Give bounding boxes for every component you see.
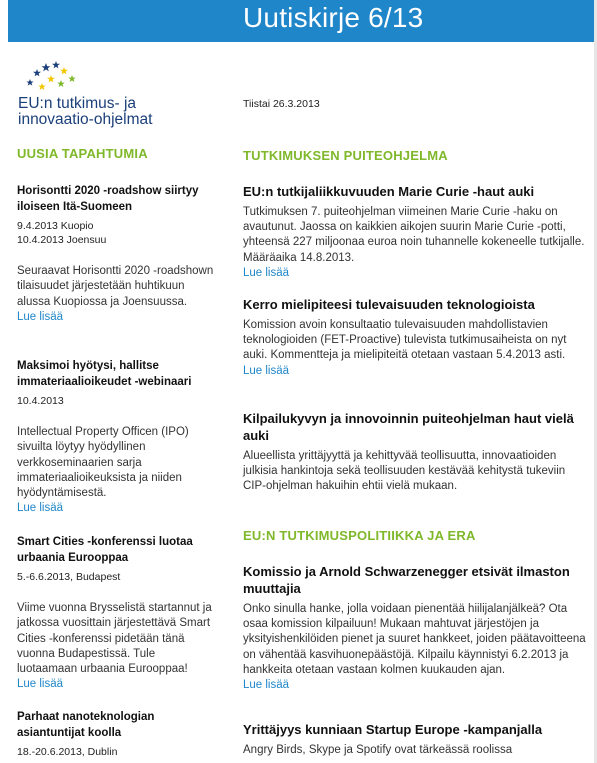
event-date: 5.-6.6.2013, Budapest (17, 571, 121, 583)
event-item (17, 534, 217, 692)
event-description: Viime vuonna Brysselistä startannut ja jatkossa vuosittain järjestettävä Smart Cities -konferenssi pidetään tänä vuonna Budapestissä. Tule luotaamaan urbaania Eurooppaa! (17, 602, 212, 676)
event-date: 10.4.2013 Joensuu (17, 234, 107, 246)
news-column (243, 148, 586, 756)
eu-stars-icon (18, 58, 88, 98)
logo-line-1: EU:n tutkimus- ja (18, 95, 137, 112)
news-description: Onko sinulla hanke, jolla voidaan pienentää hiilijalanjälkeä? Ota osaa komission kilpailuun! Mukaan mahtuvat järjestöjen ja yksityishenkilöiden pienet ja suuret hankkeet, joiden päätavoitteena on vähentää kasvihuonepäästöjä. Kilpailu käynnistyi 6.2.2013 ja hankkeita otetaan vastaan kolmen kuukauden ajan. (243, 603, 586, 676)
header-bar (0, 0, 597, 44)
event-item (17, 358, 217, 516)
logo-text (18, 96, 178, 128)
event-title[interactable]: Smart Cities -konferenssi luotaa urbaania Eurooppaa (17, 536, 193, 564)
news-item (243, 721, 588, 758)
news-item (243, 410, 588, 495)
news-item (243, 296, 588, 379)
read-more-link[interactable]: Lue lisää (17, 310, 64, 323)
event-dates (17, 570, 217, 584)
news-title[interactable]: Yrittäjyys kunniaan Startup Europe -kampanjalla (243, 722, 543, 737)
read-more-link[interactable]: Lue lisää (243, 266, 290, 279)
newsletter-title: Uutiskirje 6/13 (243, 2, 424, 33)
event-title[interactable]: Horisontti 2020 -roadshow siirtyy iloiseen Itä-Suomeen (17, 185, 199, 213)
event-dates (17, 219, 217, 247)
event-date: 10.4.2013 (17, 395, 64, 407)
eu-programmes-logo[interactable] (18, 58, 168, 138)
framework-programme-heading: TUTKIMUKSEN PUITEOHJELMA (243, 148, 448, 163)
event-dates (17, 394, 217, 408)
news-title[interactable]: EU:n tutkijaliikkuvuuden Marie Curie -haut auki (243, 184, 535, 199)
events-heading: UUSIA TAPAHTUMIA (17, 146, 148, 161)
event-title[interactable]: Maksimoi hyötysi, hallitse immateriaalioikeudet -webinaari (17, 360, 192, 388)
news-description: Komission avoin konsultaatio tulevaisuuden mahdollistavien teknologioiden (FET-Proactive) tulevista tutkimusaiheista on nyt auki. Kommentteja ja mielipiteitä otetaan vastaan 5.4.2013 asti. (243, 319, 567, 362)
event-date: 18.-20.6.2013, Dublin (17, 746, 118, 758)
event-item (17, 709, 217, 759)
issue-date: Tiistai 26.3.2013 (243, 98, 320, 110)
news-title[interactable]: Komissio ja Arnold Schwarzenegger etsivät ilmaston muuttajia (243, 564, 570, 596)
read-more-link[interactable]: Lue lisää (17, 678, 64, 691)
event-description: Intellectual Property Officen (IPO) sivuilta löytyy hyödyllinen verkkoseminaarien sarja immateriaalioikeuksista ja niiden hyödyntämisestä. (17, 426, 189, 500)
news-item (243, 563, 588, 693)
event-title[interactable]: Parhaat nanoteknologian asiantuntijat koolla (17, 711, 155, 739)
event-item (17, 183, 217, 325)
event-dates (17, 745, 217, 759)
news-title[interactable]: Kilpailukyvyn ja innovoinnin puiteohjelman haut vielä auki (243, 411, 574, 443)
news-description: Tutkimuksen 7. puiteohjelman viimeinen Marie Curie -haku on avautunut. Jaossa on kaikkien aikojen suurin Marie Curie -potti, yhteensä 227 miljoonaa euroa noin tuhannelle kokeneelle tutkijalle. Määräaika 14.8.2013. (243, 206, 585, 264)
news-item (243, 183, 588, 281)
event-description: Seuraavat Horisontti 2020 -roadshown tilaisuudet järjestetään huhtikuun alussa Kuopiossa ja Joensuussa. (17, 265, 214, 308)
news-description: Angry Birds, Skype ja Spotify ovat tärkeässä roolissa (243, 744, 513, 756)
logo-line-2: innovaatio-ohjelmat (18, 111, 153, 128)
read-more-link[interactable]: Lue lisää (243, 679, 290, 692)
read-more-link[interactable]: Lue lisää (243, 364, 290, 377)
header-bar-gap (0, 0, 8, 44)
read-more-link[interactable]: Lue lisää (17, 502, 64, 515)
research-policy-heading: EU:N TUTKIMUSPOLITIIKKA JA ERA (243, 528, 476, 543)
news-description: Alueellista yrittäjyyttä ja kehittyvää teollisuutta, innovaatioiden julkisia hankintoja sekä teollisuuden kestävää kehitystä tukeviin CIP-ohjelman hakuihin ehtii vielä mukaan. (243, 450, 566, 493)
news-title[interactable]: Kerro mielipiteesi tulevaisuuden teknologioista (243, 297, 535, 312)
event-date: 9.4.2013 Kuopio (17, 220, 94, 232)
events-column (17, 146, 214, 758)
